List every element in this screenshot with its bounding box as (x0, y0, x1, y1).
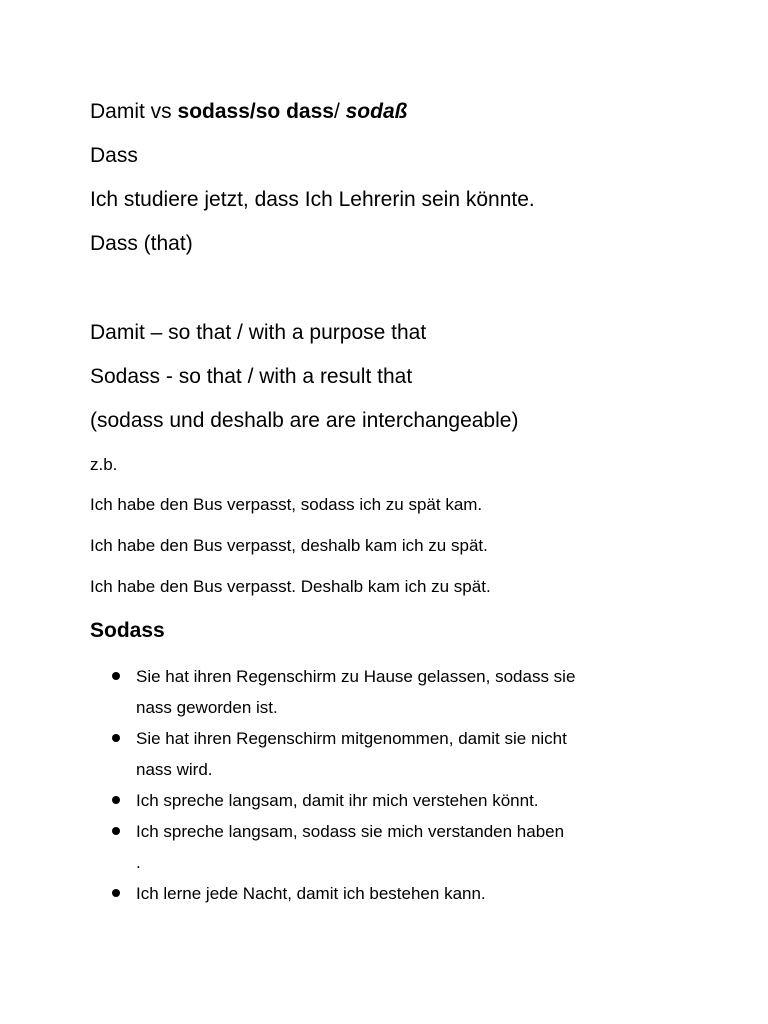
section-heading-sodass: Sodass (90, 619, 165, 642)
zb-label: z.b. (90, 455, 118, 474)
bullet-icon (112, 734, 120, 742)
title-bold: sodass/so dass (177, 100, 334, 123)
list-item (110, 878, 710, 909)
interchangeable-note: (sodass und deshalb are are interchangeable) (90, 409, 519, 432)
list-item-line: Ich spreche langsam, sodass sie mich verstanden haben (136, 822, 565, 841)
bullet-list (110, 661, 710, 909)
bullet-icon (112, 827, 120, 835)
title-bold-italic: sodaß (345, 100, 408, 123)
bullet-icon (112, 672, 120, 680)
list-item (110, 661, 710, 723)
list-item (110, 816, 710, 878)
sodass-definition: Sodass - so that / with a result that (90, 365, 413, 388)
list-item-line: Sie hat ihren Regenschirm zu Hause gelassen, sodass sie (136, 667, 576, 686)
bullet-icon (112, 796, 120, 804)
example-line-1: Ich habe den Bus verpasst, sodass ich zu spät kam. (90, 495, 483, 514)
list-item (110, 723, 710, 785)
title-slash: / (333, 100, 346, 123)
damit-definition: Damit – so that / with a purpose that (90, 321, 427, 344)
list-item-line: Ich lerne jede Nacht, damit ich bestehen kann. (136, 884, 486, 903)
bullet-icon (112, 889, 120, 897)
example-line-3: Ich habe den Bus verpasst. Deshalb kam ich zu spät. (90, 577, 491, 596)
list-item (110, 785, 710, 816)
list-item-line: . (136, 853, 141, 872)
dass-that-line: Dass (that) (90, 232, 193, 255)
list-item-line: nass geworden ist. (136, 698, 278, 717)
dass-line: Dass (90, 144, 138, 167)
dass-example-line: Ich studiere jetzt, dass Ich Lehrerin sein könnte. (90, 188, 535, 211)
list-item-line: nass wird. (136, 760, 213, 779)
list-item-line: Ich spreche langsam, damit ihr mich verstehen könnt. (136, 791, 539, 810)
example-line-2: Ich habe den Bus verpasst, deshalb kam ich zu spät. (90, 536, 488, 555)
title-plain: Damit vs (90, 100, 178, 123)
title-line (90, 101, 407, 122)
list-item-line: Sie hat ihren Regenschirm mitgenommen, damit sie nicht (136, 729, 567, 748)
